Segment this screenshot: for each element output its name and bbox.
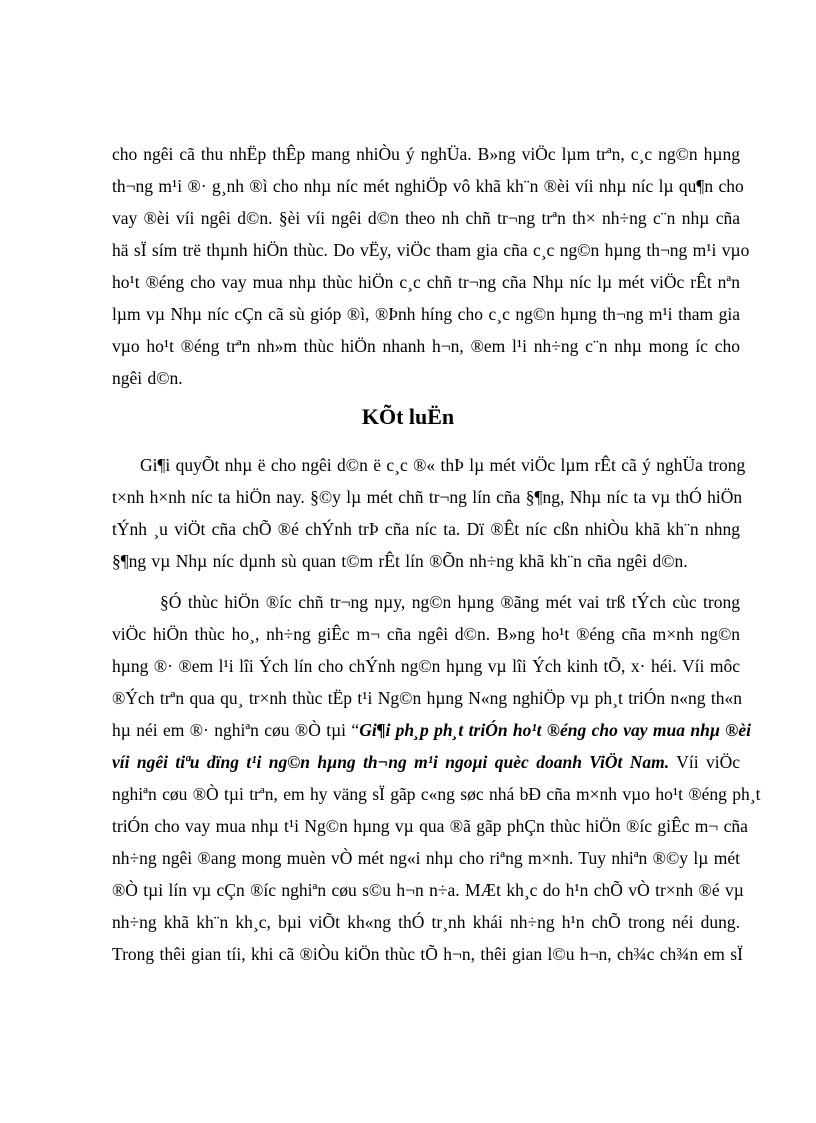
paragraph-line: Trong thêi gian tíi, khi cã ®iÒu kiÖn thùc tÕ h¬n, thêi gian l©u h¬n, ch¾c ch¾n em sÏ: [112, 944, 743, 964]
paragraph-line: ngêi d©n.: [112, 368, 183, 388]
paragraph-line: §¶ng vµ Nhµ níc dµnh sù quan t©m rÊt lín ®Õn nh÷ng khã kh¨n cña ngêi d©n.: [112, 551, 688, 571]
section-heading: KÕt luËn: [361, 404, 455, 429]
paragraph-line: vay ®èi víi ngêi d©n. §èi víi ngêi d©n theo nh chñ tr¬ng trªn th× nh÷ng c¨n nhµ cña: [112, 208, 740, 228]
paragraph-line: Gi¶i quyÕt nhµ ë cho ngêi d©n ë c¸c ®« thÞ lµ mét viÖc lµm rÊt cã ý nghÜa trong: [140, 455, 746, 475]
paragraph-text: Víi viÖc: [669, 752, 740, 772]
paragraph-line: viÖc hiÖn thùc ho¸, nh÷ng giÊc m¬ cña ngêi d©n. B»ng ho¹t ®éng cña m×nh ng©n: [112, 624, 740, 644]
thesis-title-part-1: Gi¶i ph¸p ph¸t triÓn ho¹t ®éng cho vay mua nhµ ®èi: [359, 720, 751, 740]
thesis-title-part-2: víi ngêi tiªu dïng t¹i ng©n hµng th¬ng m¹i ngoµi quèc doanh ViÖt Nam.: [112, 752, 670, 772]
paragraph-line: ®Ých trªn qua qu¸ tr×nh thùc tËp t¹i Ng©n hµng N«ng nghiÖp vµ ph¸t triÓn n«ng th«n: [112, 688, 743, 708]
paragraph-line: nghiªn cøu ®Ò tµi trªn, em hy väng sÏ gãp c«ng søc nhá bÐ cña m×nh vµo ho¹t ®éng ph¸t: [112, 784, 761, 804]
paragraph-text: hµ néi em ®· nghiªn cøu ®Ò tµi “: [112, 720, 360, 740]
paragraph-line: t×nh h×nh níc ta hiÖn nay. §©y lµ mét chñ tr¬ng lín cña §¶ng, Nhµ níc ta vµ thÓ hiÖn: [112, 487, 743, 507]
paragraph-line: [112, 720, 751, 740]
paragraph-line: cho ngêi cã thu nhËp thÊp mang nhiÒu ý nghÜa. B»ng viÖc lµm trªn, c¸c ng©n hµng: [112, 144, 740, 164]
paragraph-line: §Ó thùc hiÖn ®íc chñ tr¬ng nµy, ng©n hµng ®ãng mét vai trß tÝch cùc trong: [160, 592, 740, 612]
paragraph-line: th¬ng m¹i ®· g¸nh ®ì cho nhµ níc mét nghiÖp vô khã kh¨n ®èi víi nhµ níc lµ qu¶n cho: [112, 176, 744, 196]
paragraph-line: hä sÏ sím trë thµnh hiÖn thùc. Do vËy, viÖc tham gia cña c¸c ng©n hµng th¬ng m¹i vµo: [112, 240, 750, 260]
paragraph-line: ®Ò tµi lín vµ cÇn ®íc nghiªn cøu s©u h¬n n÷a. MÆt kh¸c do h¹n chÕ vÒ tr×nh ®é vµ: [112, 880, 744, 900]
paragraph-line: nh÷ng ngêi ®ang mong muèn vÒ mét ng«i nhµ cho riªng m×nh. Tuy nhiªn ®©y lµ mét: [112, 848, 740, 868]
paragraph-line: lµm vµ Nhµ níc cÇn cã sù gióp ®ì, ®Þnh híng cho c¸c ng©n hµng th¬ng m¹i tham gia: [112, 304, 740, 324]
paragraph-line: tÝnh ¸u viÖt cña chÕ ®é chÝnh trÞ cña níc ta. Dï ®Êt níc cßn nhiÒu khã kh¨n nhng: [112, 519, 740, 539]
paragraph-line: [112, 752, 740, 772]
paragraph-line: hµng ®· ®em l¹i lîi Ých lín cho chÝnh ng©n hµng vµ lîi Ých kinh tÕ, x· héi. Víi môc: [112, 656, 740, 676]
paragraph-line: triÓn cho vay mua nhµ t¹i Ng©n hµng vµ qua ®ã gãp phÇn thùc hiÖn ®íc giÊc m¬ cña: [112, 816, 748, 836]
paragraph-line: nh÷ng khã kh¨n kh¸c, bµi viÕt kh«ng thÓ tr¸nh khái nh÷ng h¹n chÕ trong néi dung.: [112, 912, 740, 932]
paragraph-line: vµo ho¹t ®éng trªn nh»m thùc hiÖn nhanh h¬n, ®em l¹i nh÷ng c¨n nhµ mong íc cho: [112, 336, 740, 356]
paragraph-line: ho¹t ®éng cho vay mua nhµ thùc hiÖn c¸c chñ tr¬ng cña Nhµ níc lµ mét viÖc rÊt nªn: [112, 272, 740, 292]
